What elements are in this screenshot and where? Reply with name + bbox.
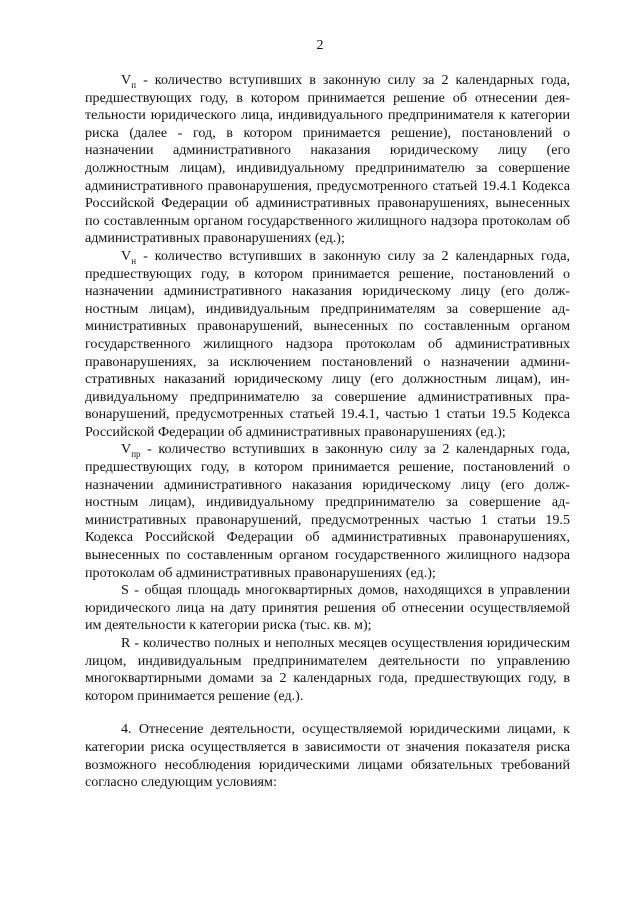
section-4-paragraph: 4. Отнесение деятельности, осуществляемой юридическими лицами, к категории риска осуществляется в зависимости от значения показателя риска возможного несоблюдения юридическими лицами обязательных требований согласно следующим условиям: — [85, 721, 570, 791]
definition-vp — [85, 72, 570, 248]
definition-text: - количество вступивших в законную силу за 2 календарных года, предшествующих году, в котором принимается решение, постановлений о назначении административного наказания юридическому лицу (его должностным лицам), индивидуальному предпринимателю за совершение административных правонарушений, предусмотренных частью 1 статьи 19.5 Кодекса Российской Федерации об административных правонарушениях, вынесенных по составленным органом государственного жилищного надзора протоколам об административных правонарушениях (ед.); — [85, 441, 570, 581]
paragraph-gap — [85, 705, 570, 721]
symbol: V — [121, 247, 132, 264]
definition-vpr — [85, 441, 570, 582]
symbol-subscript: пр — [131, 449, 141, 460]
symbol: V — [121, 72, 132, 88]
definition-s — [85, 582, 570, 635]
definition-text: - количество вступивших в законную силу за 2 календарных года, предшествующих году, в котором принимается решение, постановлений о назначении административного наказания юридическому лицу (его должностным лицам), индивидуальным предпринимателям за совершение административных правонарушений, вынесенных по составленным органом государственного жилищного надзора протоколам об административных правонарушениях, за исключением постановлений о назначении административных наказаний юридическому лицу (его должностным лицам), индивидуальному предпринимателю за совершение административных правонарушений, предусмотренных статьей 19.4.1, частью 1 статьи 19.5 Кодекса Российской Федерации об административных правонарушениях (ед.); — [85, 247, 570, 440]
symbol: V — [121, 441, 132, 458]
document-body — [85, 72, 570, 792]
symbol-subscript: н — [131, 255, 137, 266]
symbol-subscript: п — [131, 79, 137, 90]
definition-r — [85, 635, 570, 705]
definition-vn — [85, 248, 570, 442]
symbol: S — [121, 582, 129, 599]
definition-text: - количество полных и неполных месяцев осуществления юридическим лицом, индивидуальным предпринимателем деятельности по управлению многоквартирными домами за 2 календарных года, предшествующих году, в котором принимается решение (ед.). — [85, 635, 570, 704]
symbol: R — [121, 635, 131, 651]
definition-text: - количество вступивших в законную силу за 2 календарных года, предшествующих году, в котором принимается решение об отнесении деятельности юридического лица, индивидуального предпринимателя к категории риска (далее - год, в котором принимается решение), постановлений о назначении административного наказания юридическому лицу (его должностным лицам), индивидуальному предпринимателю за совершение административного правонарушения, предусмотренного статьей 19.4.1 Кодекса Российской Федерации об административных правонарушениях, вынесенных по составленным органом государственного жилищного надзора протоколам об административных правонарушениях (ед.); — [85, 72, 570, 247]
page-number: 2 — [316, 38, 324, 53]
definition-text: - общая площадь многоквартирных домов, находящихся в управлении юридического лица на дату принятия решения об отнесении осуществляемой им деятельности к категории риска (тыс. кв. м); — [85, 582, 570, 634]
